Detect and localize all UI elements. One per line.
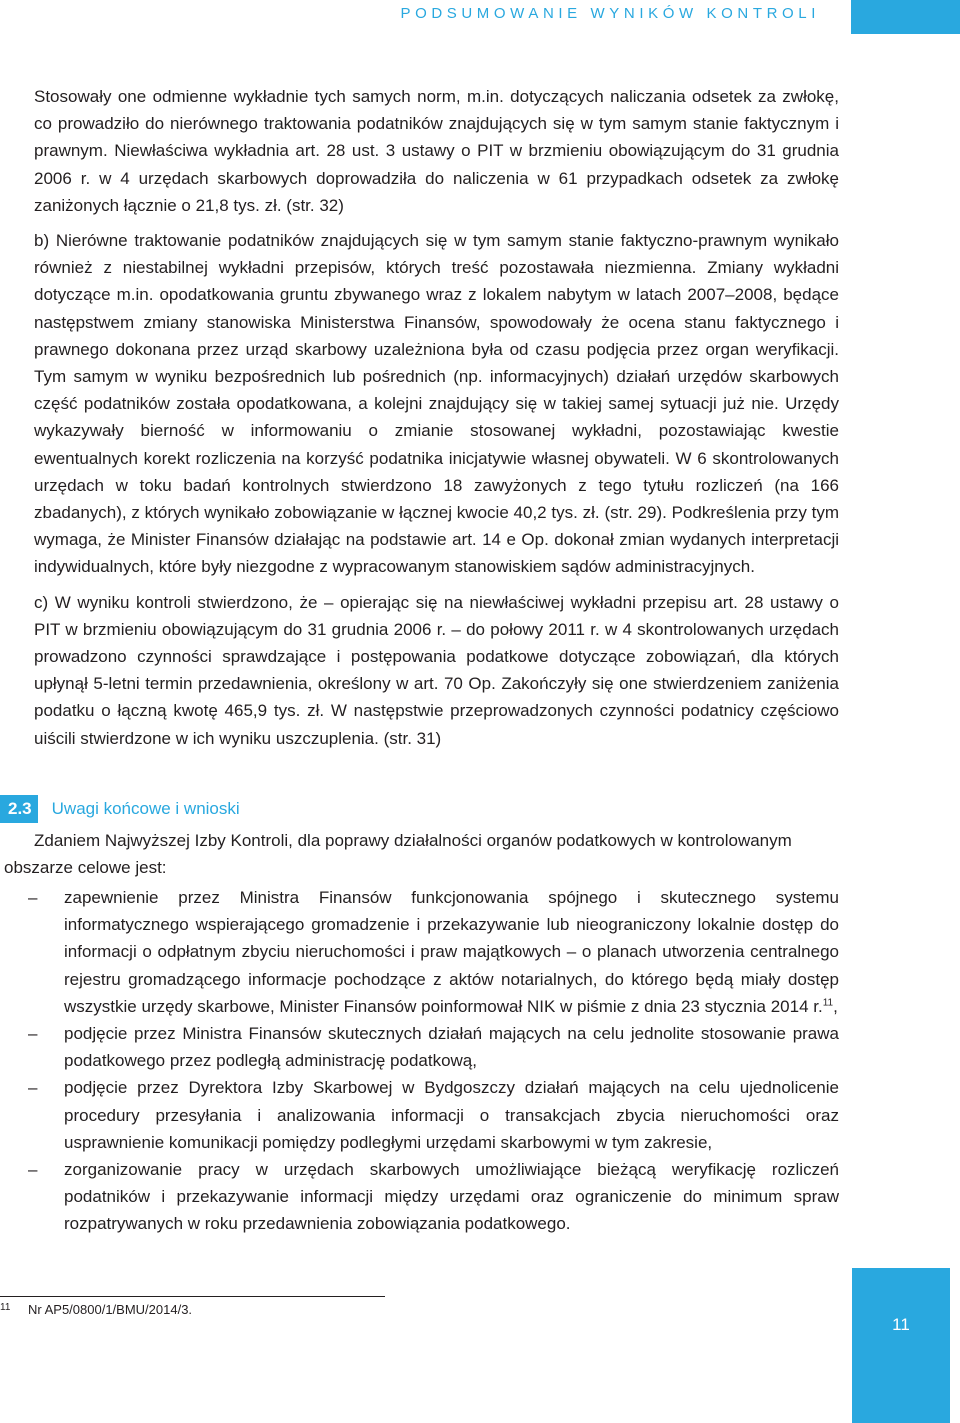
list-dash: – xyxy=(28,888,38,907)
section-intro-rest: obszarze celowe jest: xyxy=(4,858,167,878)
section-title: Uwagi końcowe i wnioski xyxy=(51,799,240,818)
footnote-number: 11 xyxy=(0,1302,11,1313)
list-item-tail: , xyxy=(833,996,838,1016)
list-item xyxy=(28,884,839,1020)
section-number-badge: 2.3 xyxy=(0,795,38,823)
page-header xyxy=(0,0,960,34)
section-intro-start: Zdaniem Najwyższej Izby Kontroli, dla poprawy działalności organów podatkowych w kontrolowanym xyxy=(34,831,792,850)
list-item xyxy=(28,1074,839,1156)
footnote-reference[interactable]: 11 xyxy=(822,997,834,1009)
body-text xyxy=(34,83,839,752)
header-title: PODSUMOWANIE WYNIKÓW KONTROLI xyxy=(400,5,820,22)
footnote xyxy=(0,1302,192,1317)
paragraph-a-continued: Stosowały one odmienne wykładnie tych samych norm, m.in. dotyczących naliczania odsetek za zwłokę, co prowadziło do nierównego traktowania podatników znajdujących się w tym samym stanie faktycznym i prawnym. Niewłaściwa wykładnia art. 28 ust. 3 ustawy o PIT w brzmieniu obowiązującym do 31 grudnia 2006 r. w 4 urzędach skarbowych doprowadziła do naliczenia w 61 przypadkach odsetek za zwłokę zaniżonych łącznie o 21,8 tys. zł. (str. 32) xyxy=(34,87,839,215)
section-intro xyxy=(4,827,839,881)
section-heading xyxy=(0,795,240,823)
list-item-text: podjęcie przez Dyrektora Izby Skarbowej w Bydgoszczy działań mających na celu ujednolicenie procedury przesyłania i analizowania informacji o transakcjach zbycia nieruchomości oraz usprawnienie komunikacji pomiędzy podległymi urzędami skarbowymi w tym zakresie, xyxy=(64,1078,839,1152)
list-item-text: podjęcie przez Ministra Finansów skutecznych działań mających na celu jednolite stosowanie prawa podatkowego przez podległą administrację podatkową, xyxy=(64,1024,839,1071)
header-accent-box xyxy=(851,0,960,34)
list-dash: – xyxy=(28,1024,38,1044)
list-dash: – xyxy=(28,1160,38,1180)
page-number: 11 xyxy=(892,1315,910,1334)
list-item xyxy=(28,1020,839,1074)
list-item-text: zorganizowanie pracy w urzędach skarbowych umożliwiające bieżącą weryfikację rozliczeń podatników i przekazywanie informacji między urzędami oraz ograniczenie do minimum spraw rozpatrywanych w roku przedawnienia zobowiązania podatkowego. xyxy=(64,1160,839,1234)
page-number-box xyxy=(852,1268,950,1423)
list-dash: – xyxy=(28,1078,38,1098)
footnote-divider xyxy=(0,1296,385,1297)
recommendations-list xyxy=(28,884,839,1238)
list-item xyxy=(28,1156,839,1238)
list-item-text: zapewnienie przez Ministra Finansów funkcjonowania spójnego i skutecznego systemu informatycznego wspierającego gromadzenie i przekazywanie lub nieograniczony lokalnie dostęp do informacji o odpłatnym zbyciu nieruchomości i praw majątkowych – o planach utworzenia centralnego rejestru gromadzącego informacje pochodzące z aktów notarialnych, do którego będą miały dostęp wszystkie urzędy skarbowe, Minister Finansów poinformował NIK w piśmie z dnia 23 stycznia 2014 r. xyxy=(64,888,839,1016)
paragraph-c: c) W wyniku kontroli stwierdzono, że – opierając się na niewłaściwej wykładni przepisu art. 28 ustawy o PIT w brzmieniu obowiązującym do 31 grudnia 2006 r. – do połowy 2011 r. w 4 skontrolowanych urzędach prowadzono czynności sprawdzające i postępowania podatkowe dotyczące zobowiązań, dla których upłynął 5-letni termin przedawnienia, określony w art. 70 Op. Zakończyły się one stwierdzeniem zaniżenia podatku o łączną kwotę 465,9 tys. zł. W następstwie przeprowadzonych czynności podatnicy częściowo uiścili stwierdzone w ich wyniku uszczuplenia. (str. 31) xyxy=(34,592,839,748)
footnote-text: Nr AP5/0800/1/BMU/2014/3. xyxy=(28,1302,193,1317)
paragraph-b: b) Nierówne traktowanie podatników znajdujących się w tym samym stanie faktyczno-prawnym wynikało również z niestabilnej wykładni przepisów, których treść pozostawała niezmienna. Zmiany wykładni dotyczące m.in. opodatkowania gruntu zbywanego wraz z lokalem nabytym w latach 2007–2008, będące następstwem zmiany stanowiska Ministerstwa Finansów, spowodowały że ocena stanu faktycznego i prawnego dokonana przez urząd skarbowy uzależniona była od czasu podjęcia przez organ weryfikacji. Tym samym w wyniku bezpośrednich lub pośrednich (np. informacyjnych) działań urzędów skarbowych część podatników została opodatkowana, a kolejni znajdujący się w takiej samej sytuacji już nie. Urzędy wykazywały bierność w informowaniu o zmianie stosowanej wykładni, pozostawiając kwestie ewentualnych korekt rozliczenia na korzyść podatnika inicjatywie własnej obywateli. W 6 skontrolowanych urzędach w toku badań kontrolnych stwierdzono 18 zawyżonych z tego tytułu rozliczeń (na 166 zbadanych), z których wynikało zobowiązanie w łącznej kwocie 40,2 tys. zł. (str. 29). Podkreślenia przy tym wymaga, że Minister Finansów działając na podstawie art. 14 e Op. dokonał zmian wydanych interpretacji indywidualnych, które były niezgodne z wypracowanym stanowiskiem sądów administracyjnych. xyxy=(34,231,839,577)
